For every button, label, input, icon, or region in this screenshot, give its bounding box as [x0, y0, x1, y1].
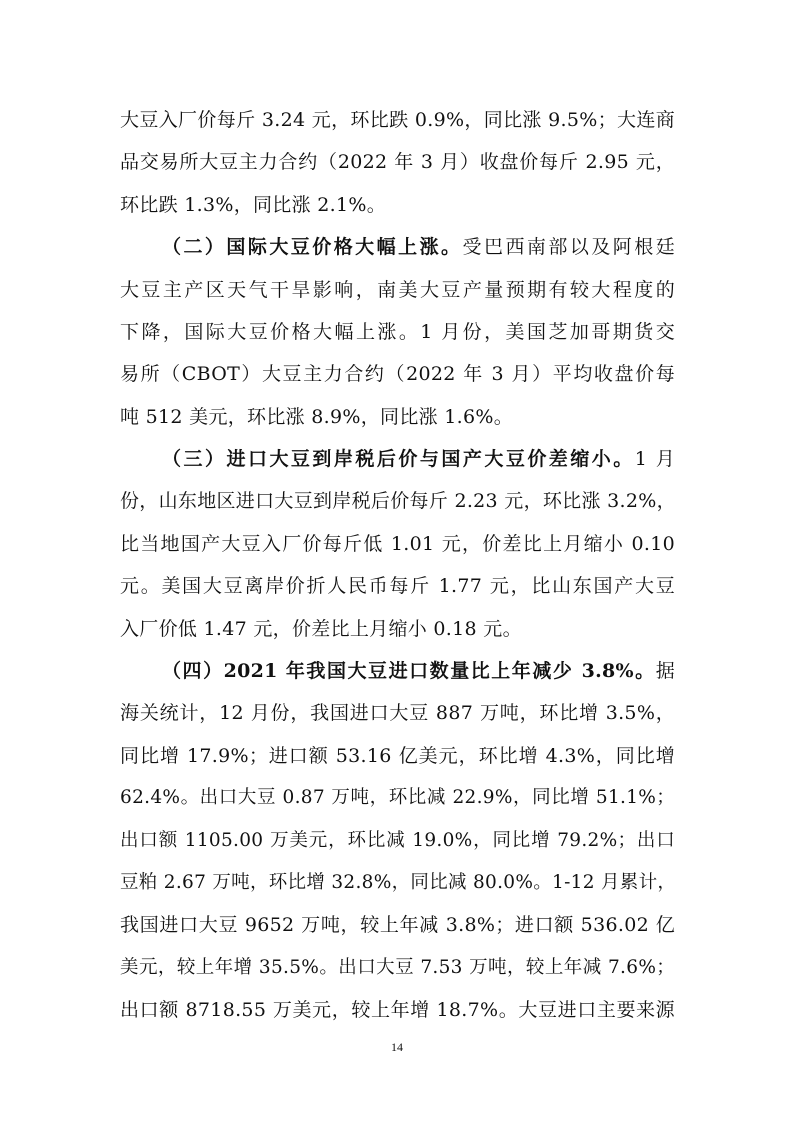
section-heading: （四）2021 年我国大豆进口数量比上年减少 3.8%。	[162, 660, 656, 682]
text-line: 同比增 17.9%；进口额 53.16 亿美元，环比增 4.3%，同比增	[120, 745, 675, 767]
text-line: 海关统计，12 月份，我国进口大豆 887 万吨，环比增 3.5%，	[120, 702, 675, 724]
text-line: 环比跌 1.3%，同比涨 2.1%。	[120, 194, 387, 216]
paragraph-first-line	[162, 235, 675, 259]
text-line: 易所（CBOT）大豆主力合约（2022 年 3 月）平均收盘价每	[120, 363, 675, 385]
text-line: 份，山东地区进口大豆到岸税后价每斤 2.23 元，环比涨 3.2%，	[120, 490, 676, 512]
paragraph-first-line	[162, 659, 675, 683]
text-line: 豆粕 2.67 万吨，环比增 32.8%，同比减 80.0%。1-12 月累计，	[120, 872, 677, 893]
text-line: 比当地国产大豆入厂价每斤低 1.01 元，价差比上月缩小 0.10	[120, 533, 675, 555]
text-line: 美元，较上年增 35.5%。出口大豆 7.53 万吨，较上年减 7.6%；	[120, 957, 675, 978]
text-line: 大豆入厂价每斤 3.24 元，环比跌 0.9%，同比涨 9.5%；大连商	[120, 109, 675, 131]
text-span: 受巴西南部以及阿根廷	[462, 236, 675, 258]
text-line: 62.4%。出口大豆 0.87 万吨，环比减 22.9%，同比增 51.1%；	[120, 787, 675, 808]
text-line: 我国进口大豆 9652 万吨，较上年减 3.8%；进口额 536.02 亿	[120, 914, 675, 936]
section-heading: （三）进口大豆到岸税后价与国产大豆价差缩小。	[162, 448, 635, 470]
text-line: 出口额 8718.55 万美元，较上年增 18.7%。大豆进口主要来源	[120, 999, 675, 1021]
text-line: 品交易所大豆主力合约（2022 年 3 月）收盘价每斤 2.95 元，	[120, 151, 675, 173]
section-heading: （二）国际大豆价格大幅上涨。	[162, 236, 463, 258]
text-span: 据	[655, 660, 675, 682]
text-line: 入厂价低 1.47 元，价差比上月缩小 0.18 元。	[120, 618, 522, 640]
paragraph-first-line	[162, 447, 675, 471]
text-line: 大豆主产区天气干旱影响，南美大豆产量预期有较大程度的	[120, 279, 675, 301]
text-line: 下降，国际大豆价格大幅上涨。1 月份，美国芝加哥期货交	[120, 321, 675, 343]
text-line: 元。美国大豆离岸价折人民币每斤 1.77 元，比山东国产大豆	[120, 575, 675, 597]
text-line: 吨 512 美元，环比涨 8.9%，同比涨 1.6%。	[120, 406, 514, 428]
text-line: 出口额 1105.00 万美元，环比减 19.0%，同比增 79.2%；出口	[120, 830, 675, 851]
page-number: 14	[391, 1040, 403, 1054]
text-span: 1 月	[634, 448, 675, 470]
